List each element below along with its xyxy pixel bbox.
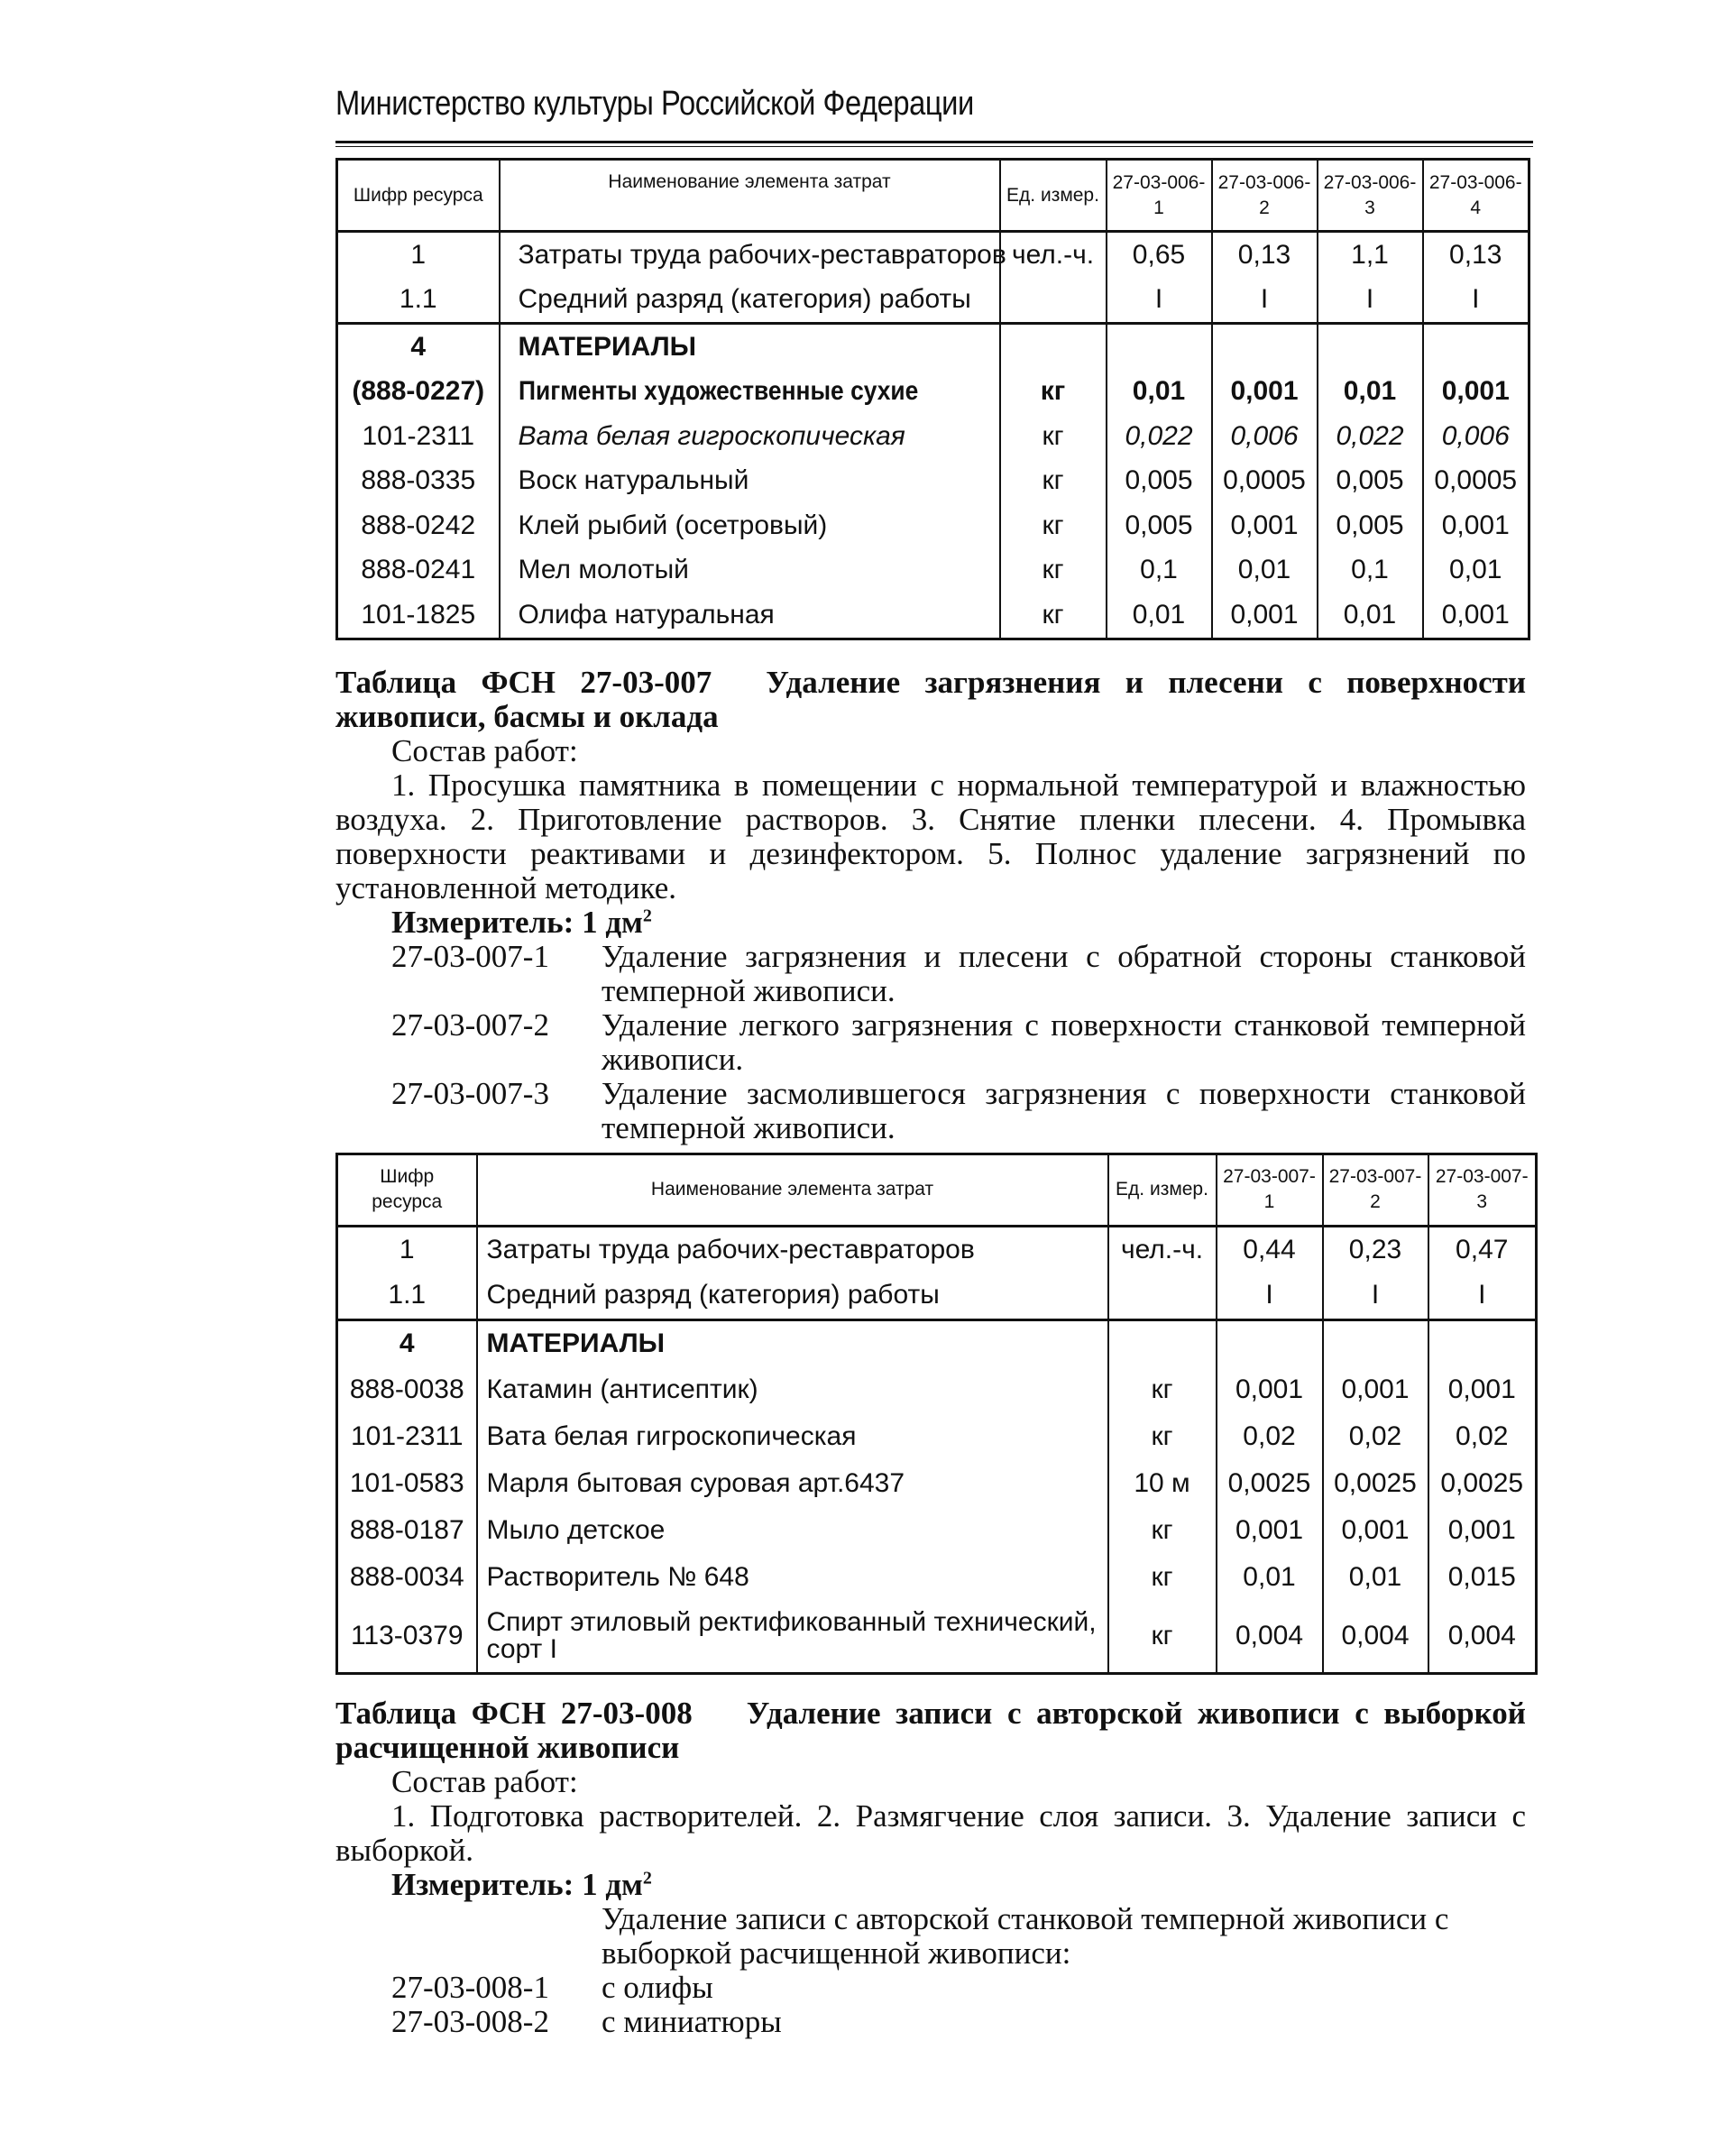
header-col: 27-03-006-1 xyxy=(1107,160,1212,232)
table-heading-007 xyxy=(335,666,1526,734)
value-cell: 0,01 xyxy=(1107,370,1212,415)
header-name: Наименование элемента затрат xyxy=(500,160,1000,232)
value-cell: 0,02 xyxy=(1428,1413,1537,1460)
resource-unit: кг xyxy=(1000,414,1107,459)
running-header: Министерство культуры Российской Федерации xyxy=(335,85,974,123)
table-heading-code: Таблица ФСН 27-03-008 xyxy=(335,1695,693,1731)
resource-name: Катамин (антисептик) xyxy=(477,1366,1108,1413)
resource-code: 1.1 xyxy=(337,1273,477,1319)
header-col: 27-03-007-1 xyxy=(1217,1154,1323,1226)
header-code: Шифр ресурса xyxy=(337,160,500,232)
value-cell: 0,01 xyxy=(1423,548,1529,593)
table-row xyxy=(337,548,1529,593)
header-name: Наименование элемента затрат xyxy=(477,1154,1108,1226)
value-cell: 0,004 xyxy=(1428,1601,1537,1673)
resource-name: Олифа натуральная xyxy=(500,593,1000,639)
value-cell xyxy=(1323,1319,1428,1366)
resource-code: 1 xyxy=(337,1226,477,1273)
value-cell: 0,001 xyxy=(1423,593,1529,639)
value-cell: I xyxy=(1323,1273,1428,1319)
value-cell: 0,005 xyxy=(1318,459,1423,504)
resource-name: Марля бытовая суровая арт.6437 xyxy=(477,1460,1108,1507)
table-row xyxy=(337,459,1529,504)
value-cell: 1,1 xyxy=(1318,232,1423,278)
value-cell: 0,0025 xyxy=(1428,1460,1537,1507)
table-row xyxy=(337,593,1529,639)
resource-name: Вата белая гигроскопическая xyxy=(477,1413,1108,1460)
resource-code: 1.1 xyxy=(337,278,500,324)
work-item xyxy=(335,1077,1526,1145)
resource-code: 888-0034 xyxy=(337,1554,477,1601)
header-unit: Ед. измер. xyxy=(1108,1154,1217,1226)
resource-unit xyxy=(1000,324,1107,370)
resource-name: Воск натуральный xyxy=(500,459,1000,504)
header-col: 27-03-006-4 xyxy=(1423,160,1529,232)
table-row xyxy=(337,1460,1537,1507)
work-item-code: 27-03-007-3 xyxy=(391,1075,549,1111)
table-row xyxy=(337,1226,1537,1273)
resource-unit: чел.-ч. xyxy=(1108,1226,1217,1273)
value-cell: 0,01 xyxy=(1212,548,1318,593)
work-item-text: с миниатюры xyxy=(602,2003,782,2039)
resource-unit: кг xyxy=(1000,503,1107,548)
value-cell: 0,001 xyxy=(1217,1507,1323,1554)
resource-code: 888-0038 xyxy=(337,1366,477,1413)
resource-unit: кг xyxy=(1108,1413,1217,1460)
resource-name xyxy=(500,370,1000,415)
resource-name: Вата белая гигроскопическая xyxy=(500,414,1000,459)
resource-unit xyxy=(1108,1319,1217,1366)
table-row xyxy=(337,1413,1537,1460)
resource-code: (888-0227) xyxy=(337,370,500,415)
value-cell: 0,1 xyxy=(1318,548,1423,593)
resource-code: 101-2311 xyxy=(337,414,500,459)
work-item-text: Удаление легкого загрязнения с поверхности станковой темперной живописи. xyxy=(602,1007,1526,1077)
resource-code: 113-0379 xyxy=(337,1601,477,1673)
resource-name: Растворитель № 648 xyxy=(477,1554,1108,1601)
work-item-code: 27-03-008-1 xyxy=(391,1969,549,2005)
value-cell: 0,13 xyxy=(1212,232,1318,278)
document-page xyxy=(335,81,1529,2039)
resource-name: МАТЕРИАЛЫ xyxy=(477,1319,1108,1366)
value-cell: 0,001 xyxy=(1323,1507,1428,1554)
value-cell: 0,44 xyxy=(1217,1226,1323,1273)
resource-name: Средний разряд (категория) работы xyxy=(477,1273,1108,1319)
value-cell: 0,0005 xyxy=(1212,459,1318,504)
value-cell: 0,0025 xyxy=(1217,1460,1323,1507)
work-item-code: 27-03-008-2 xyxy=(391,2003,549,2039)
resource-name: Средний разряд (категория) работы xyxy=(500,278,1000,324)
value-cell: 0,47 xyxy=(1428,1226,1537,1273)
resource-name: МАТЕРИАЛЫ xyxy=(500,324,1000,370)
value-cell: 0,65 xyxy=(1107,232,1212,278)
resource-name: Затраты труда рабочих-реставраторов xyxy=(477,1226,1108,1273)
resource-name: Затраты труда рабочих-реставраторов xyxy=(500,232,1000,278)
value-cell: I xyxy=(1428,1273,1537,1319)
value-cell: I xyxy=(1318,278,1423,324)
resource-name: Мел молотый xyxy=(500,548,1000,593)
value-cell: 0,015 xyxy=(1428,1554,1537,1601)
work-item-text: Удаление засмолившегося загрязнения с поверхности станковой темперной живописи. xyxy=(602,1075,1526,1145)
table-heading-text: Удаление загрязнения и плесени с поверхности живописи, басмы и оклада xyxy=(335,664,1526,734)
value-cell xyxy=(1217,1319,1323,1366)
value-cell: 0,001 xyxy=(1428,1366,1537,1413)
resource-code: 888-0241 xyxy=(337,548,500,593)
header-col: 27-03-007-3 xyxy=(1428,1154,1537,1226)
meter-label: Измеритель: 1 дм xyxy=(391,1866,643,1902)
resource-unit: кг xyxy=(1000,593,1107,639)
resource-name: Спирт этиловый ректификованный технический, сорт I xyxy=(477,1601,1108,1673)
value-cell xyxy=(1318,324,1423,370)
meter-sup: 2 xyxy=(642,1867,652,1888)
value-cell: I xyxy=(1423,278,1529,324)
value-cell: I xyxy=(1212,278,1318,324)
value-cell: 0,022 xyxy=(1318,414,1423,459)
work-item xyxy=(335,1971,1526,2005)
value-cell: 0,006 xyxy=(1423,414,1529,459)
value-cell: 0,01 xyxy=(1107,593,1212,639)
table-row xyxy=(337,1601,1537,1673)
table-row xyxy=(337,232,1529,278)
table-row xyxy=(337,414,1529,459)
work-item xyxy=(335,940,1526,1008)
value-cell: 0,022 xyxy=(1107,414,1212,459)
cost-table-006 xyxy=(335,158,1530,640)
value-cell: 0,005 xyxy=(1318,503,1423,548)
value-cell xyxy=(1107,324,1212,370)
value-cell: 0,0005 xyxy=(1423,459,1529,504)
work-item xyxy=(335,2005,1526,2039)
resource-unit xyxy=(1000,278,1107,324)
value-cell: 0,006 xyxy=(1212,414,1318,459)
value-cell xyxy=(1428,1319,1537,1366)
value-cell: 0,005 xyxy=(1107,459,1212,504)
value-cell: 0,001 xyxy=(1212,503,1318,548)
table-row xyxy=(337,370,1529,415)
resource-code: 101-2311 xyxy=(337,1413,477,1460)
table-row xyxy=(337,1319,1537,1366)
table-heading-text: Удаление записи с авторской живописи с выборкой расчищенной живописи xyxy=(335,1695,1526,1765)
resource-unit: кг xyxy=(1000,370,1107,415)
value-cell: 0,004 xyxy=(1323,1601,1428,1673)
header-col: 27-03-007-2 xyxy=(1323,1154,1428,1226)
resource-code: 1 xyxy=(337,232,500,278)
resource-code: 101-0583 xyxy=(337,1460,477,1507)
work-item-text: с олифы xyxy=(602,1969,713,2005)
header-col: 27-03-006-2 xyxy=(1212,160,1318,232)
value-cell: 0,005 xyxy=(1107,503,1212,548)
cost-table-007 xyxy=(335,1153,1538,1675)
value-cell: 0,001 xyxy=(1323,1366,1428,1413)
resource-unit: кг xyxy=(1108,1366,1217,1413)
table-row xyxy=(337,1273,1537,1319)
value-cell: 0,004 xyxy=(1217,1601,1323,1673)
header-rule-thin xyxy=(335,146,1533,147)
resource-code: 888-0335 xyxy=(337,459,500,504)
composition-label: Состав работ: xyxy=(391,1763,578,1799)
work-group xyxy=(335,1902,1526,1971)
work-item-code: 27-03-007-1 xyxy=(391,938,549,974)
resource-unit: чел.-ч. xyxy=(1000,232,1107,278)
header-unit: Ед. измер. xyxy=(1000,160,1107,232)
value-cell: 0,001 xyxy=(1428,1507,1537,1554)
resource-code: 101-1825 xyxy=(337,593,500,639)
meter-line xyxy=(335,906,1526,940)
table-row xyxy=(337,503,1529,548)
resource-unit: кг xyxy=(1000,459,1107,504)
meter-sup: 2 xyxy=(642,905,652,925)
header-col: 27-03-006-3 xyxy=(1318,160,1423,232)
resource-unit xyxy=(1108,1273,1217,1319)
value-cell: 0,01 xyxy=(1318,593,1423,639)
resource-code: 4 xyxy=(337,324,500,370)
section-007 xyxy=(335,666,1526,1145)
resource-code: 888-0187 xyxy=(337,1507,477,1554)
resource-unit: кг xyxy=(1108,1601,1217,1673)
resource-unit: кг xyxy=(1108,1554,1217,1601)
value-cell xyxy=(1423,324,1529,370)
composition-text: 1. Просушка памятника в помещении с нормальной температурой и влажностью воздуха. 2. Приготовление растворов. 3. Снятие пленки плесени. 4. Промывка поверхности реактивами и дезинфектором. 5. Полнос удаление загрязнений по установленной методике. xyxy=(335,767,1526,906)
work-group-text: Удаление записи с авторской станковой темперной живописи с выборкой расчищенной живописи: xyxy=(602,1900,1449,1971)
value-cell: 0,02 xyxy=(1323,1413,1428,1460)
table-row xyxy=(337,278,1529,324)
value-cell: 0,001 xyxy=(1423,370,1529,415)
value-cell: 0,01 xyxy=(1323,1554,1428,1601)
value-cell: I xyxy=(1217,1273,1323,1319)
value-cell: 0,02 xyxy=(1217,1413,1323,1460)
table-heading-code: Таблица ФСН 27-03-007 xyxy=(335,664,712,700)
composition-label: Состав работ: xyxy=(391,732,578,768)
work-item xyxy=(335,1008,1526,1077)
resource-name: Мыло детское xyxy=(477,1507,1108,1554)
value-cell: 0,01 xyxy=(1217,1554,1323,1601)
resource-name: Клей рыбий (осетровый) xyxy=(500,503,1000,548)
meter-label: Измеритель: 1 дм xyxy=(391,904,643,940)
table-row xyxy=(337,1366,1537,1413)
value-cell: 0,01 xyxy=(1318,370,1423,415)
value-cell: 0,001 xyxy=(1217,1366,1323,1413)
composition-text: 1. Подготовка растворителей. 2. Размягчение слоя записи. 3. Удаление записи с выборкой. xyxy=(335,1797,1526,1868)
header-rule xyxy=(335,141,1533,143)
value-cell: I xyxy=(1107,278,1212,324)
meter-line xyxy=(335,1868,1526,1902)
table-row xyxy=(337,1507,1537,1554)
value-cell: 0,001 xyxy=(1212,593,1318,639)
section-008 xyxy=(335,1696,1526,2039)
value-cell: 0,23 xyxy=(1323,1226,1428,1273)
table-row xyxy=(337,324,1529,370)
resource-code: 888-0242 xyxy=(337,503,500,548)
value-cell: 0,001 xyxy=(1212,370,1318,415)
value-cell: 0,001 xyxy=(1423,503,1529,548)
value-cell: 0,0025 xyxy=(1323,1460,1428,1507)
resource-unit: кг xyxy=(1000,548,1107,593)
resource-name-text: Пигменты художественные сухие xyxy=(518,376,918,407)
value-cell xyxy=(1212,324,1318,370)
work-item-code: 27-03-007-2 xyxy=(391,1007,549,1043)
header-code: Шифр ресурса xyxy=(337,1154,477,1226)
table-heading-008 xyxy=(335,1696,1526,1765)
table-row xyxy=(337,1554,1537,1601)
value-cell: 0,13 xyxy=(1423,232,1529,278)
resource-code: 4 xyxy=(337,1319,477,1366)
value-cell: 0,1 xyxy=(1107,548,1212,593)
resource-unit: кг xyxy=(1108,1507,1217,1554)
work-item-text: Удаление загрязнения и плесени с обратной стороны станковой темперной живописи. xyxy=(602,938,1526,1008)
resource-unit: 10 м xyxy=(1108,1460,1217,1507)
